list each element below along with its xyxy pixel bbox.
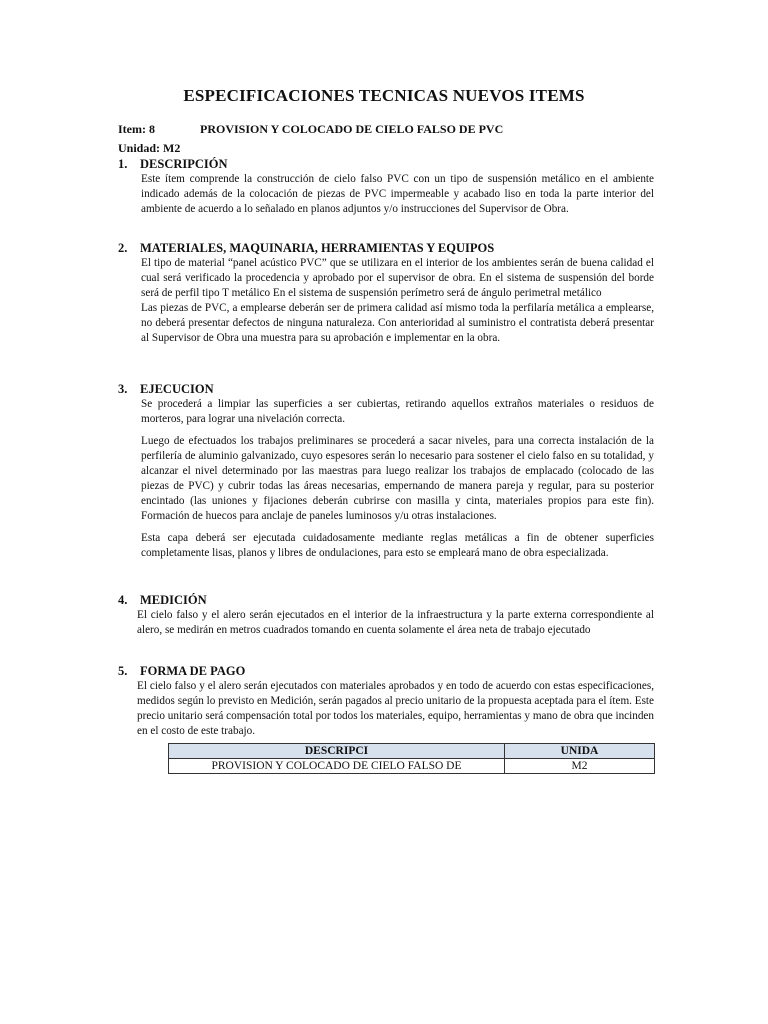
section-materiales [118, 241, 654, 346]
table-header-row [169, 744, 655, 759]
section-forma-de-pago [118, 664, 654, 739]
section-number: 1. [118, 157, 128, 171]
item-title: PROVISION Y COLOCADO DE CIELO FALSO DE PVC [200, 122, 504, 136]
item-line [118, 122, 503, 137]
section-paragraph: Las piezas de PVC, a emplearse deberán ser de primera calidad así mismo toda la perfilaría metálica a emplearse, no deberá presentar defectos de ninguna naturaleza. Con anterioridad al suministro el contratista deberá presentar al Supervisor de Obra una muestra para su aprobación e implementar en la obra. [141, 302, 654, 344]
section-paragraph: Este ítem comprende la construcción de cielo falso PVC con un tipo de suspensión metálico en el ambiente indicado además de la colocación de piezas de PVC impermeable y acabado liso en toda la parte interior del ambiente de acuerdo a lo señalado en planos adjuntos y/o instrucciones del Supervisor de Obra. [141, 173, 654, 215]
section-paragraph: El tipo de material “panel acústico PVC” que se utilizara en el interior de los ambientes serán de buena calidad el cual será verificado la procedencia y aprobado por el supervisor de obra. En el sistema de suspensión del borde será de perfil tipo T metálico En el sistema de suspensión perímetro será de ángulo perimetral metálico [141, 257, 654, 299]
table-cell: M2 [505, 759, 655, 774]
section-paragraph: Luego de efectuados los trabajos preliminares se procederá a sacar niveles, para una correcta instalación de la perfilería de aluminio galvanizado, cuyo espesores serán lo necesario para sostener el cielo falso en su totalidad, y alcanzar el nivel determinado por las maestras para luego realizar los trabajos de emplacado (colocado de las piezas de PVC) y cubrir todas las áreas necesarias, empernando de manera pareja y regular, para su posterior encintado (las uniones y fijaciones deberán cubrirse con masilla y cinta, materiales propios para este fin). Formación de huecos para anclaje de paneles luminosos y/u otras instalaciones. [141, 435, 654, 522]
section-paragraph: Esta capa deberá ser ejecutada cuidadosamente mediante reglas metálicas a fin de obtener superficies completamente lisas, planos y libres de ondulaciones, para esto se empleará mano de obra especializada. [141, 532, 654, 559]
section-number: 2. [118, 241, 128, 255]
section-heading: MEDICIÓN [140, 593, 207, 607]
table-row [169, 759, 655, 774]
section-paragraph: El cielo falso y el alero serán ejecutados con materiales aprobados y en todo de acuerdo con estas especificaciones, medidos según lo previsto en Medición, serán pagados al precio unitario de la propuesta aceptada para el ítem. Este precio unitario será compensación total por todos los materiales, equipo, herramientas y mano de obra que incinden en el costo de este trabajo. [137, 680, 654, 737]
section-number: 5. [118, 664, 128, 678]
section-number: 3. [118, 382, 128, 396]
section-medicion [118, 593, 654, 638]
document-title: ESPECIFICACIONES TECNICAS NUEVOS ITEMS [183, 86, 585, 105]
section-paragraph: El cielo falso y el alero serán ejecutados en el interior de la infraestructura y la parte externa correspondiente al alero, se medirán en metros cuadrados tomando en cuenta solamente el área neta de trabajo ejecutado [137, 609, 654, 636]
summary-table [168, 743, 655, 774]
section-heading: FORMA DE PAGO [140, 664, 246, 678]
section-heading: MATERIALES, MAQUINARIA, HERRAMIENTAS Y EQUIPOS [140, 241, 495, 255]
section-ejecucion [118, 382, 654, 561]
unit-line: Unidad: M2 [118, 141, 181, 155]
section-descripcion [118, 157, 654, 217]
table-header: DESCRIPCI [169, 744, 505, 759]
section-heading: EJECUCION [140, 382, 214, 396]
section-number: 4. [118, 593, 128, 607]
section-heading: DESCRIPCIÓN [140, 157, 228, 171]
section-paragraph: Se procederá a limpiar las superficies a ser cubiertas, retirando aquellos extraños materiales o residuos de morteros, para lograr una nivelación correcta. [141, 398, 654, 425]
item-label: Item: 8 [118, 122, 155, 136]
table-header: UNIDA [505, 744, 655, 759]
table-cell: PROVISION Y COLOCADO DE CIELO FALSO DE [169, 759, 505, 774]
